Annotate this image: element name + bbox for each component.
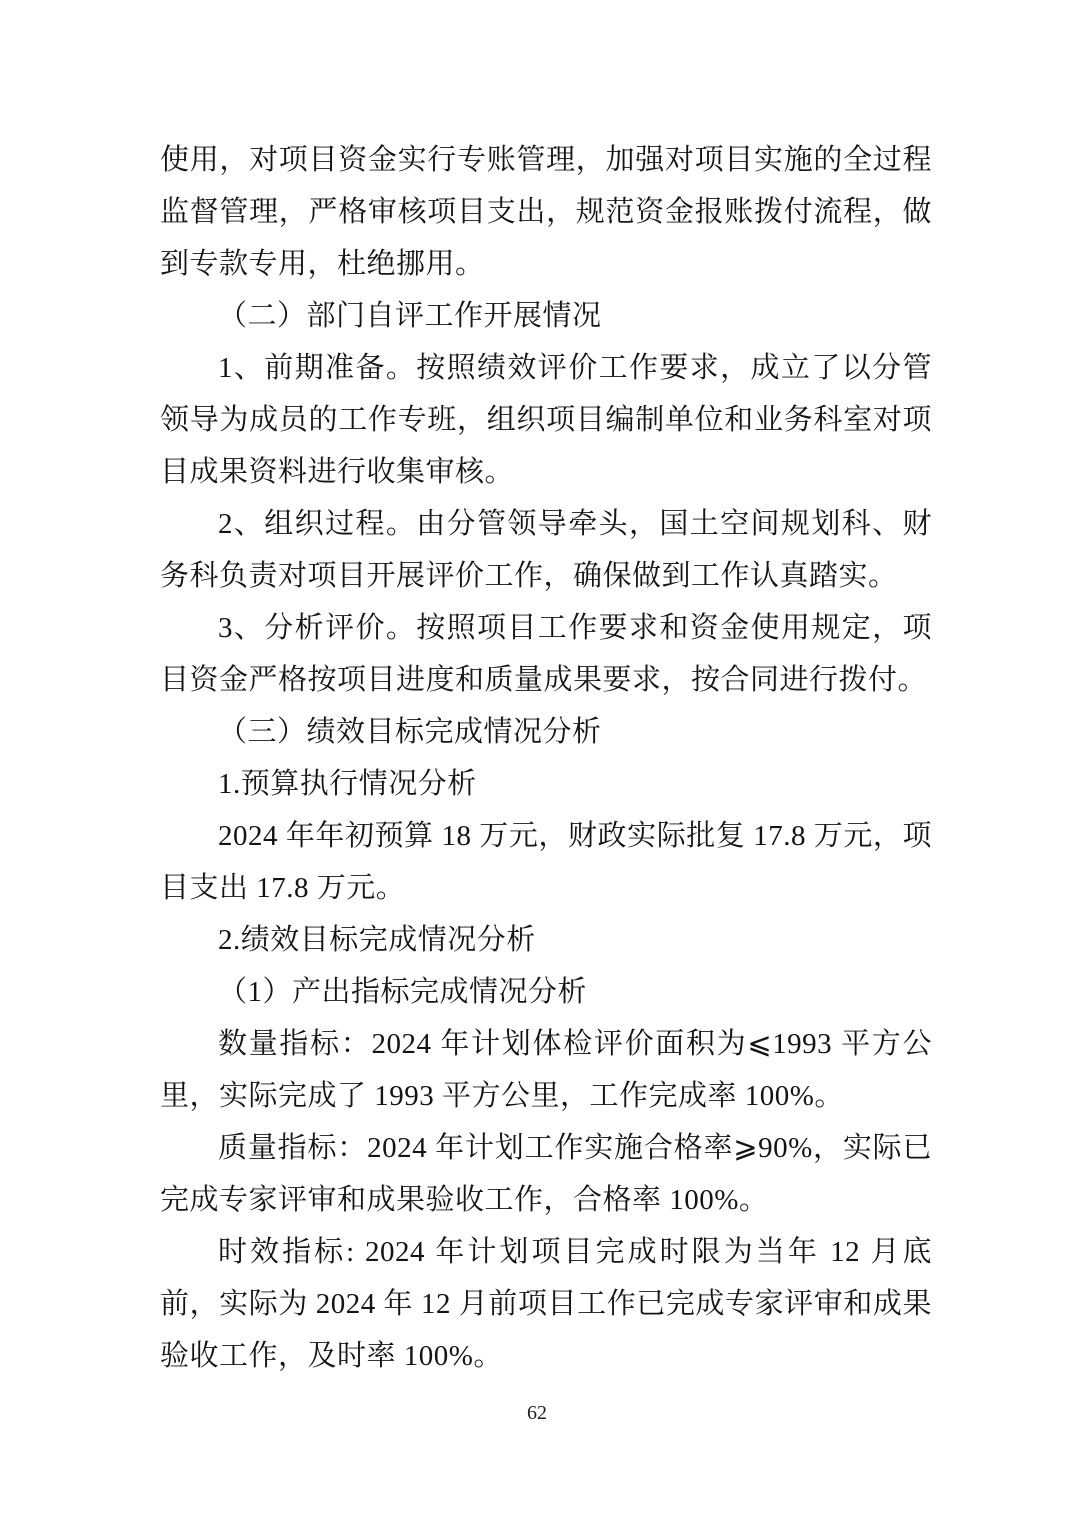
subsection-heading-budget-execution: 1.预算执行情况分析: [218, 768, 477, 800]
paragraph-quality-indicator: 质量指标：2024 年计划工作实施合格率⩾90%，实际已完成专家评审和成果验收工作，合格率 100%。: [160, 1132, 932, 1216]
paragraph-preparation: 1、前期准备。按照绩效评价工作要求，成立了以分管领导为成员的工作专班，组织项目编制单位和业务科室对项目成果资料进行收集审核。: [160, 352, 932, 488]
paragraph-continuation: 使用，对项目资金实行专账管理，加强对项目实施的全过程监督管理，严格审核项目支出，规范资金报账拨付流程，做到专款专用，杜绝挪用。: [160, 144, 932, 280]
paragraph-quantity-indicator: 数量指标：2024 年计划体检评价面积为⩽1993 平方公里，实际完成了 1993 平方公里，工作完成率 100%。: [160, 1028, 932, 1112]
subsection-heading-target-completion: 2.绩效目标完成情况分析: [218, 924, 536, 956]
page-number: 62: [527, 1402, 547, 1424]
document-body: [160, 134, 932, 1382]
paragraph-analysis-evaluation: 3、分析评价。按照项目工作要求和资金使用规定，项目资金严格按项目进度和质量成果要求，按合同进行拨付。: [160, 612, 932, 696]
paragraph-organization: 2、组织过程。由分管领导牵头，国土空间规划科、财务科负责对项目开展评价工作，确保做到工作认真踏实。: [160, 508, 932, 592]
section-heading-3: （三）绩效目标完成情况分析: [218, 716, 602, 748]
paragraph-timeliness-indicator: 时效指标: 2024 年计划项目完成时限为当年 12 月底前，实际为 2024 年 12 月前项目工作已完成专家评审和成果验收工作，及时率 100%。: [160, 1236, 932, 1372]
section-heading-2: （二）部门自评工作开展情况: [218, 300, 602, 332]
subsection-heading-output-indicators: （1）产出指标完成情况分析: [218, 976, 588, 1008]
paragraph-budget-figures: 2024 年年初预算 18 万元，财政实际批复 17.8 万元，项目支出 17.8 万元。: [160, 820, 932, 904]
